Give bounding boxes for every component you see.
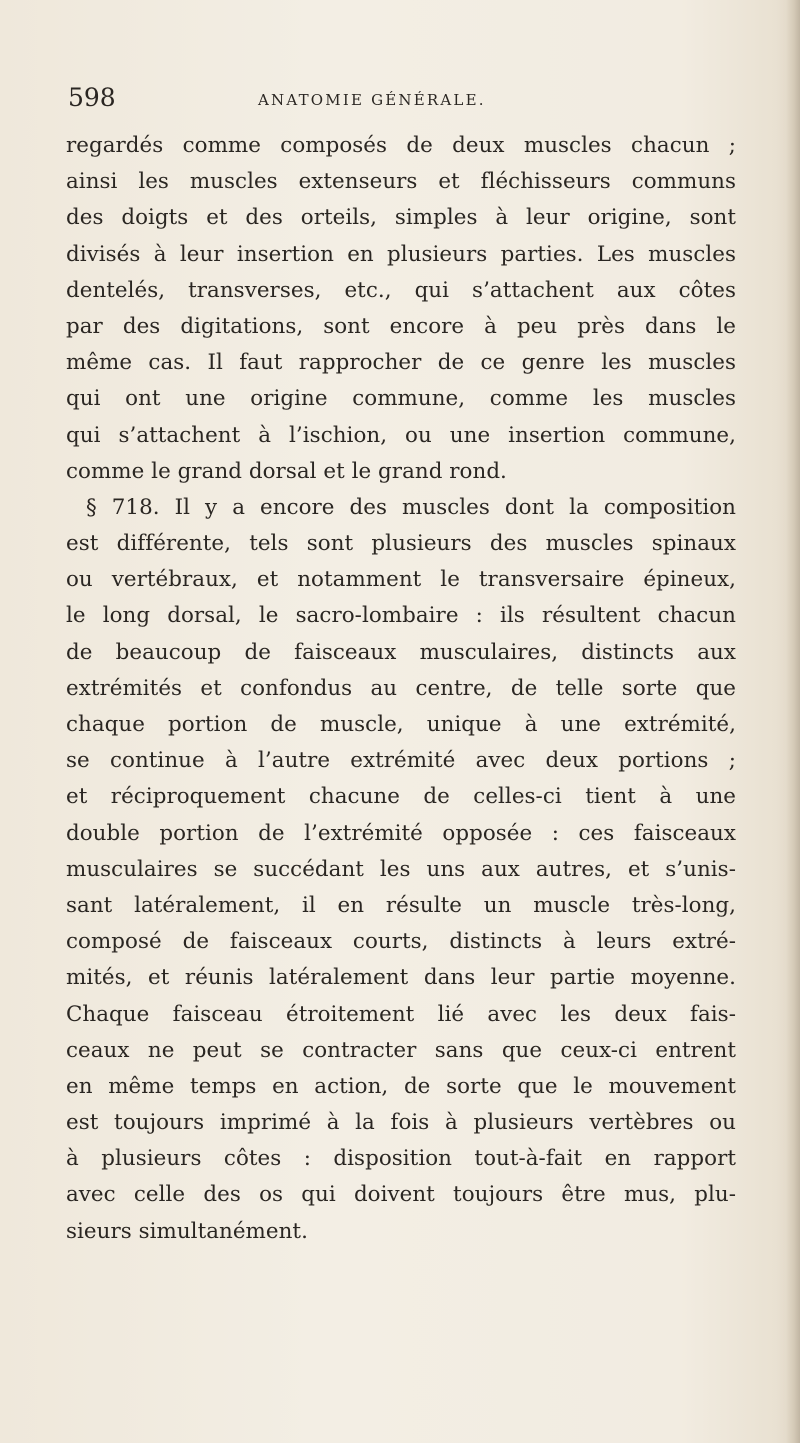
- text-line: est différente, tels sont plusieurs des muscles spinaux: [66, 531, 736, 557]
- text-line: ceaux ne peut se contracter sans que ceux-ci entrent: [66, 1037, 736, 1063]
- text-line: de beaucoup de faisceaux musculaires, distincts aux: [66, 639, 736, 665]
- text-line: se continue à l’autre extrémité avec deux portions ;: [66, 748, 736, 774]
- running-title: ANATOMIE GÉNÉRALE.: [258, 91, 486, 109]
- text-line: musculaires se succédant les uns aux autres, et s’unis-: [66, 856, 736, 882]
- text-line: regardés comme composés de deux muscles chacun ;: [66, 133, 736, 158]
- running-head: [68, 80, 728, 120]
- text-line: chaque portion de muscle, unique à une extrémité,: [66, 712, 736, 737]
- text-line: sieurs simultanément.: [66, 1218, 308, 1244]
- text-line: des doigts et des orteils, simples à leur origine, sont: [66, 205, 736, 231]
- text-line: à plusieurs côtes : disposition tout-à-fait en rapport: [66, 1146, 736, 1172]
- text-line: même cas. Il faut rapprocher de ce genre les muscles: [66, 350, 736, 376]
- text-line: par des digitations, sont encore à peu près dans le: [66, 313, 736, 339]
- text-line: divisés à leur insertion en plusieurs parties. Les muscles: [66, 241, 736, 267]
- body-text: [66, 128, 736, 1250]
- text-line: Chaque faisceau étroitement lié avec les deux fais-: [66, 1001, 736, 1027]
- text-line: composé de faisceaux courts, distincts à leurs extré-: [66, 929, 736, 955]
- text-line: et réciproquement chacune de celles-ci tient à une: [66, 784, 736, 810]
- text-line: double portion de l’extrémité opposée : ces faisceaux: [66, 820, 736, 846]
- text-line: extrémités et confondus au centre, de telle sorte que: [66, 675, 736, 701]
- text-line: ou vertébraux, et notamment le transversaire épineux,: [66, 567, 736, 593]
- text-line: mités, et réunis latéralement dans leur partie moyenne.: [66, 965, 736, 991]
- text-line: ainsi les muscles extenseurs et fléchisseurs communs: [66, 169, 736, 195]
- section-start-line: § 718. Il y a encore des muscles dont la composition: [86, 494, 736, 520]
- text-line: comme le grand dorsal et le grand rond.: [66, 458, 507, 484]
- text-line: le long dorsal, le sacro-lombaire : ils résultent chacun: [66, 603, 736, 629]
- text-line: avec celle des os qui doivent toujours être mus, plu-: [66, 1182, 736, 1208]
- text-line: dentelés, transverses, etc., qui s’attachent aux côtes: [66, 277, 736, 303]
- page-number: 598: [68, 83, 116, 112]
- text-line: sant latéralement, il en résulte un muscle très-long,: [66, 892, 736, 918]
- text-line: est toujours imprimé à la fois à plusieurs vertèbres ou: [66, 1110, 736, 1136]
- text-line: qui ont une origine commune, comme les muscles: [66, 386, 736, 412]
- text-line: en même temps en action, de sorte que le mouvement: [66, 1073, 736, 1099]
- page-edge-shadow: [786, 0, 800, 1443]
- text-line: qui s’attachent à l’ischion, ou une insertion commune,: [66, 422, 736, 448]
